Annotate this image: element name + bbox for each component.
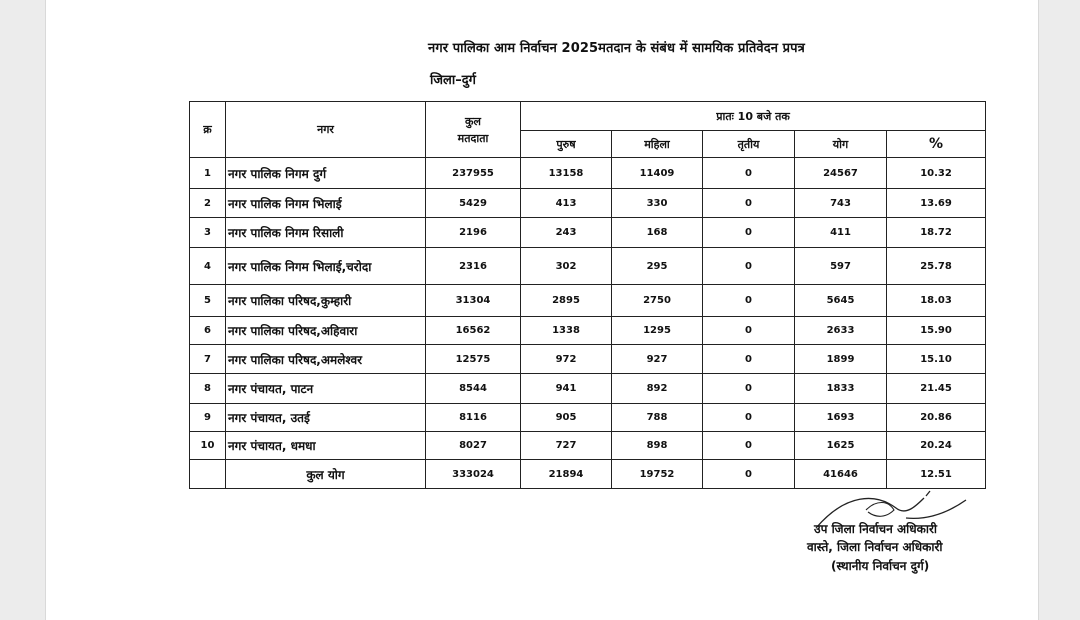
- row-serial: 2: [190, 189, 226, 218]
- row-third: 0: [703, 404, 795, 432]
- row-sum: 1833: [795, 374, 887, 404]
- table-row: [190, 285, 986, 317]
- row-percent: 15.90: [887, 317, 986, 345]
- row-percent: 18.72: [887, 218, 986, 248]
- table-row: [190, 158, 986, 189]
- row-percent: 20.86: [887, 404, 986, 432]
- table-row: [190, 317, 986, 345]
- row-female: 892: [612, 374, 703, 404]
- col-header-third: तृतीय: [703, 131, 795, 158]
- row-male: 727: [521, 432, 612, 460]
- signatory-on-behalf: वास्ते, जिला निर्वाचन अधिकारी: [807, 540, 943, 554]
- row-total-voters: 8544: [426, 374, 521, 404]
- row-sum: 1693: [795, 404, 887, 432]
- col-header-town: नगर: [226, 102, 426, 158]
- total-voters-header-text: कुल मतदाता: [457, 114, 489, 145]
- row-sum: 1899: [795, 345, 887, 374]
- row-male: 302: [521, 248, 612, 285]
- row-female: 1295: [612, 317, 703, 345]
- row-third: 0: [703, 248, 795, 285]
- row-female: 788: [612, 404, 703, 432]
- row-female: 168: [612, 218, 703, 248]
- col-header-male: पुरुष: [521, 131, 612, 158]
- row-town-name: नगर पंचायत, उतई: [226, 404, 426, 432]
- row-percent: 25.78: [887, 248, 986, 285]
- row-male: 13158: [521, 158, 612, 189]
- totals-label: कुल योग: [226, 460, 426, 489]
- row-total-voters: 16562: [426, 317, 521, 345]
- col-header-sum: योग: [795, 131, 887, 158]
- row-female: 330: [612, 189, 703, 218]
- row-female: 2750: [612, 285, 703, 317]
- row-male: 413: [521, 189, 612, 218]
- row-town-name: नगर पालिका परिषद,अहिवारा: [226, 317, 426, 345]
- col-header-female: महिला: [612, 131, 703, 158]
- signatory-office: (स्थानीय निर्वाचन दुर्ग): [831, 559, 930, 573]
- row-serial: 7: [190, 345, 226, 374]
- row-town-name: नगर पंचायत, पाटन: [226, 374, 426, 404]
- row-town-name: नगर पालिक निगम भिलाई: [226, 189, 426, 218]
- row-town-name: नगर पंचायत, धमधा: [226, 432, 426, 460]
- row-serial: 10: [190, 432, 226, 460]
- row-third: 0: [703, 285, 795, 317]
- row-town-name: नगर पालिक निगम दुर्ग: [226, 158, 426, 189]
- table-row: [190, 374, 986, 404]
- table-row: [190, 248, 986, 285]
- table-body: [190, 158, 986, 460]
- row-town-name: नगर पालिका परिषद,अमलेश्वर: [226, 345, 426, 374]
- row-male: 905: [521, 404, 612, 432]
- row-third: 0: [703, 189, 795, 218]
- totals-serial-cell: [190, 460, 226, 489]
- document-page: [45, 0, 1039, 620]
- totals-row: [190, 460, 986, 489]
- row-total-voters: 2196: [426, 218, 521, 248]
- turnout-table: [189, 101, 986, 489]
- row-percent: 18.03: [887, 285, 986, 317]
- row-serial: 1: [190, 158, 226, 189]
- row-third: 0: [703, 345, 795, 374]
- signature-block: [726, 488, 1026, 608]
- row-town-name: नगर पालिक निगम रिसाली: [226, 218, 426, 248]
- totals-sum: 41646: [795, 460, 887, 489]
- col-header-time-group: प्रातः 10 बजे तक: [521, 102, 986, 131]
- row-sum: 597: [795, 248, 887, 285]
- signatory-designation: उप जिला निर्वाचन अधिकारी: [814, 522, 938, 536]
- row-percent: 15.10: [887, 345, 986, 374]
- row-total-voters: 2316: [426, 248, 521, 285]
- col-header-total-voters: [426, 102, 521, 158]
- row-sum: 5645: [795, 285, 887, 317]
- row-male: 2895: [521, 285, 612, 317]
- row-serial: 8: [190, 374, 226, 404]
- row-percent: 21.45: [887, 374, 986, 404]
- col-header-percent: %: [887, 131, 986, 158]
- table-row: [190, 218, 986, 248]
- row-total-voters: 5429: [426, 189, 521, 218]
- row-town-name: नगर पालिक निगम भिलाई,चरोदा: [226, 248, 426, 285]
- document-title: नगर पालिका आम निर्वाचन 2025मतदान के संबंध में सामयिक प्रतिवेदन प्रपत्र: [428, 41, 805, 56]
- totals-voters: 333024: [426, 460, 521, 489]
- row-sum: 1625: [795, 432, 887, 460]
- row-male: 243: [521, 218, 612, 248]
- row-male: 941: [521, 374, 612, 404]
- row-sum: 24567: [795, 158, 887, 189]
- row-total-voters: 8116: [426, 404, 521, 432]
- header-row-1: [190, 102, 986, 131]
- row-total-voters: 8027: [426, 432, 521, 460]
- row-serial: 5: [190, 285, 226, 317]
- table-row: [190, 404, 986, 432]
- row-total-voters: 31304: [426, 285, 521, 317]
- row-male: 1338: [521, 317, 612, 345]
- row-third: 0: [703, 218, 795, 248]
- row-serial: 6: [190, 317, 226, 345]
- totals-female: 19752: [612, 460, 703, 489]
- totals-percent: 12.51: [887, 460, 986, 489]
- row-sum: 2633: [795, 317, 887, 345]
- totals-male: 21894: [521, 460, 612, 489]
- row-total-voters: 237955: [426, 158, 521, 189]
- row-total-voters: 12575: [426, 345, 521, 374]
- row-third: 0: [703, 317, 795, 345]
- col-header-serial: क्र: [190, 102, 226, 158]
- totals-third: 0: [703, 460, 795, 489]
- row-serial: 9: [190, 404, 226, 432]
- row-percent: 20.24: [887, 432, 986, 460]
- table-row: [190, 189, 986, 218]
- row-female: 898: [612, 432, 703, 460]
- row-third: 0: [703, 158, 795, 189]
- row-sum: 411: [795, 218, 887, 248]
- table-row: [190, 345, 986, 374]
- table-row: [190, 432, 986, 460]
- row-percent: 10.32: [887, 158, 986, 189]
- row-female: 927: [612, 345, 703, 374]
- district-label: जिला–दुर्ग: [430, 73, 476, 88]
- row-third: 0: [703, 432, 795, 460]
- row-percent: 13.69: [887, 189, 986, 218]
- row-serial: 3: [190, 218, 226, 248]
- row-male: 972: [521, 345, 612, 374]
- row-sum: 743: [795, 189, 887, 218]
- row-serial: 4: [190, 248, 226, 285]
- row-female: 11409: [612, 158, 703, 189]
- row-third: 0: [703, 374, 795, 404]
- row-town-name: नगर पालिका परिषद,कुम्हारी: [226, 285, 426, 317]
- row-female: 295: [612, 248, 703, 285]
